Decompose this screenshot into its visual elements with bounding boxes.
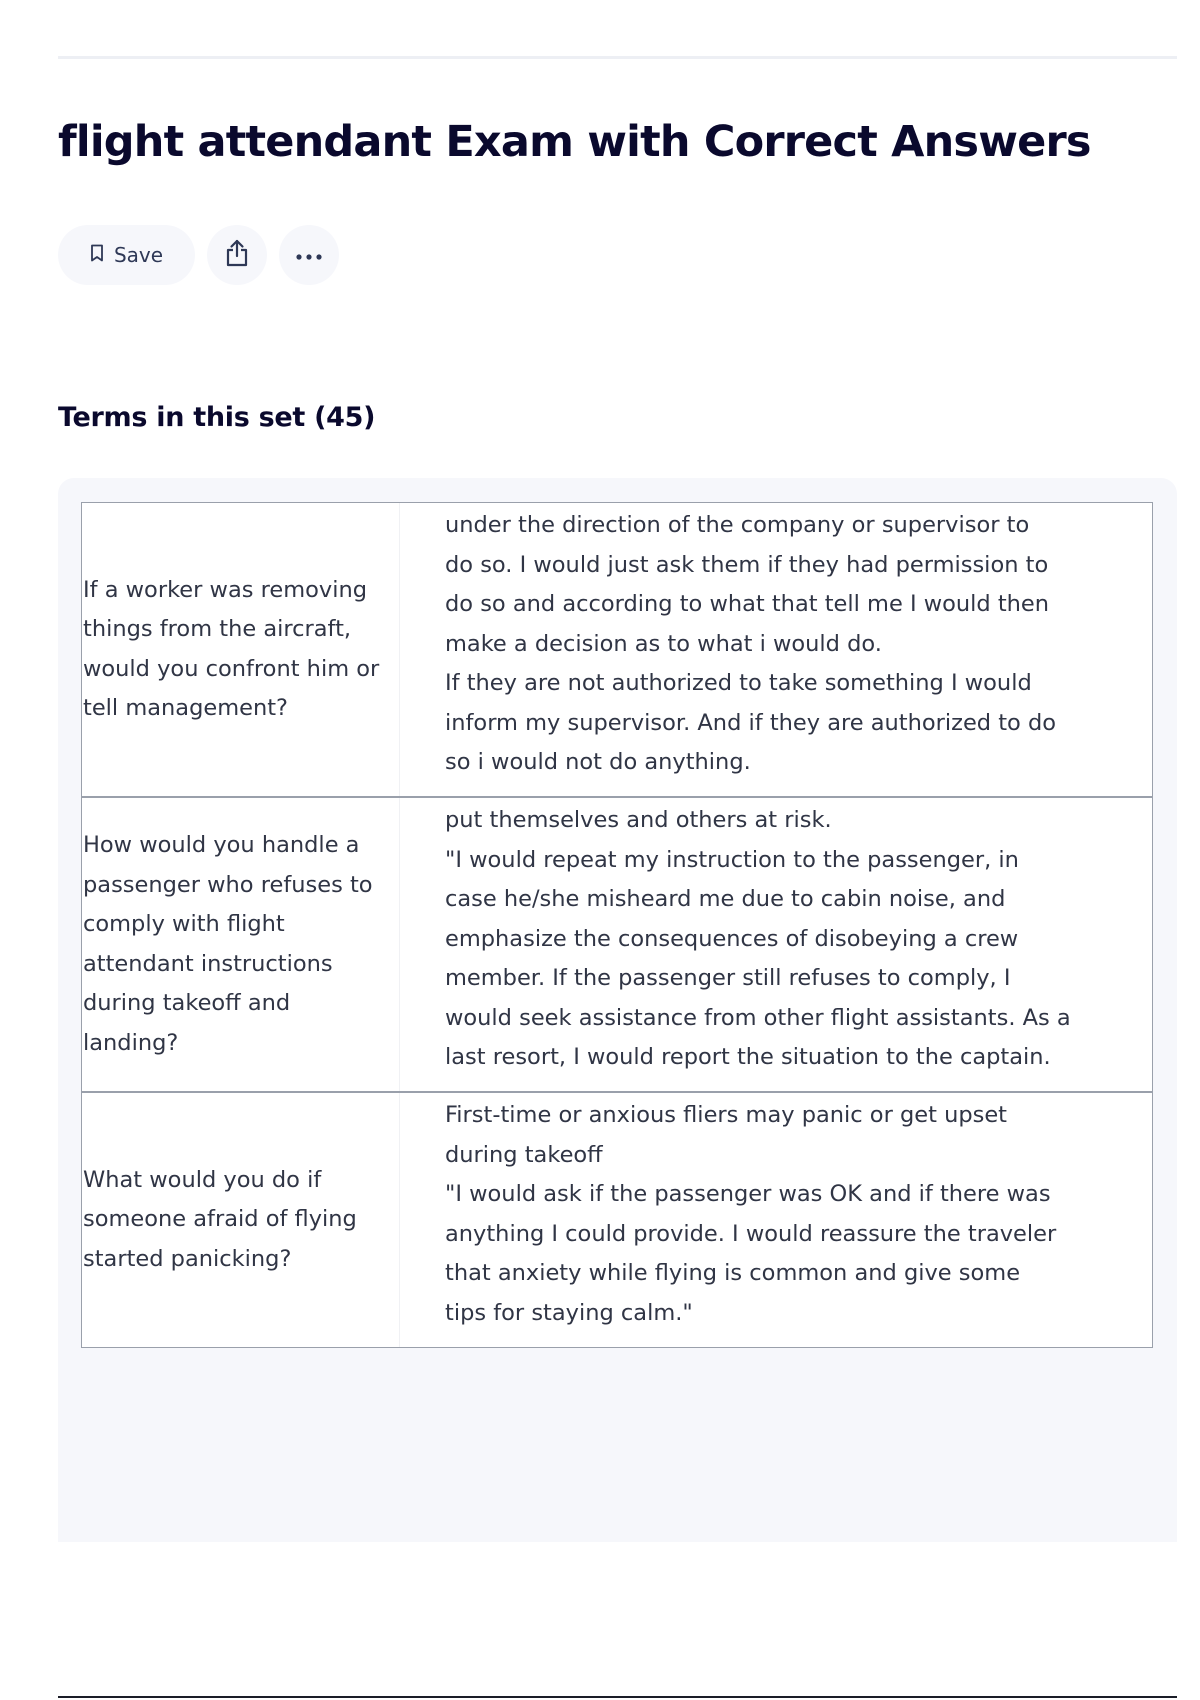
definition-text: under the direction of the company or supervisor to do so. I would just ask them if they had permission to do so and according to what that tell me I would then make a decision as to what i would do. If they are not authorized to take something I would inform my supervisor. And if they are authorized to do so i would not do anything.	[445, 512, 1057, 775]
terms-heading: Terms in this set (45)	[58, 402, 376, 433]
share-button[interactable]	[207, 225, 267, 285]
save-button-label: Save	[113, 243, 164, 267]
table-row	[82, 1091, 1152, 1347]
definition-text: put themselves and others at risk. "I would repeat my instruction to the passenger, in case he/she misheard me due to cabin noise, and emphasize the consequences of disobeying a crew member. If the passenger still refuses to comply, I would seek assistance from other flight assistants. As a last resort, I would report the situation to the captain.	[445, 807, 1071, 1070]
definition-cell	[400, 1093, 1152, 1347]
table-row	[82, 796, 1152, 1091]
term-cell	[82, 1093, 400, 1347]
more-icon	[294, 246, 324, 265]
bottom-divider	[58, 1696, 1177, 1698]
table-row	[82, 503, 1152, 796]
term-text: If a worker was removing things from the aircraft, would you confront him or tell management?	[83, 576, 380, 721]
terms-panel	[58, 478, 1177, 1542]
top-divider	[58, 56, 1177, 59]
term-text: How would you handle a passenger who refuses to comply with flight attendant instructions during takeoff and landing?	[83, 832, 373, 1056]
action-bar	[58, 225, 339, 285]
bookmark-icon	[90, 243, 104, 267]
more-options-button[interactable]	[279, 225, 339, 285]
terms-table	[81, 502, 1153, 1348]
save-button[interactable]	[58, 225, 195, 285]
term-cell	[82, 503, 400, 796]
term-cell	[82, 798, 400, 1091]
page-title: flight attendant Exam with Correct Answers	[58, 117, 1091, 167]
share-icon	[224, 238, 250, 272]
term-text: What would you do if someone afraid of flying started panicking?	[83, 1166, 357, 1272]
definition-text: First-time or anxious fliers may panic or get upset during takeoff "I would ask if the passenger was OK and if there was anything I could provide. I would reassure the traveler that anxiety while flying is common and give some tips for staying calm."	[445, 1102, 1057, 1326]
definition-cell	[400, 798, 1152, 1091]
definition-cell	[400, 503, 1152, 796]
